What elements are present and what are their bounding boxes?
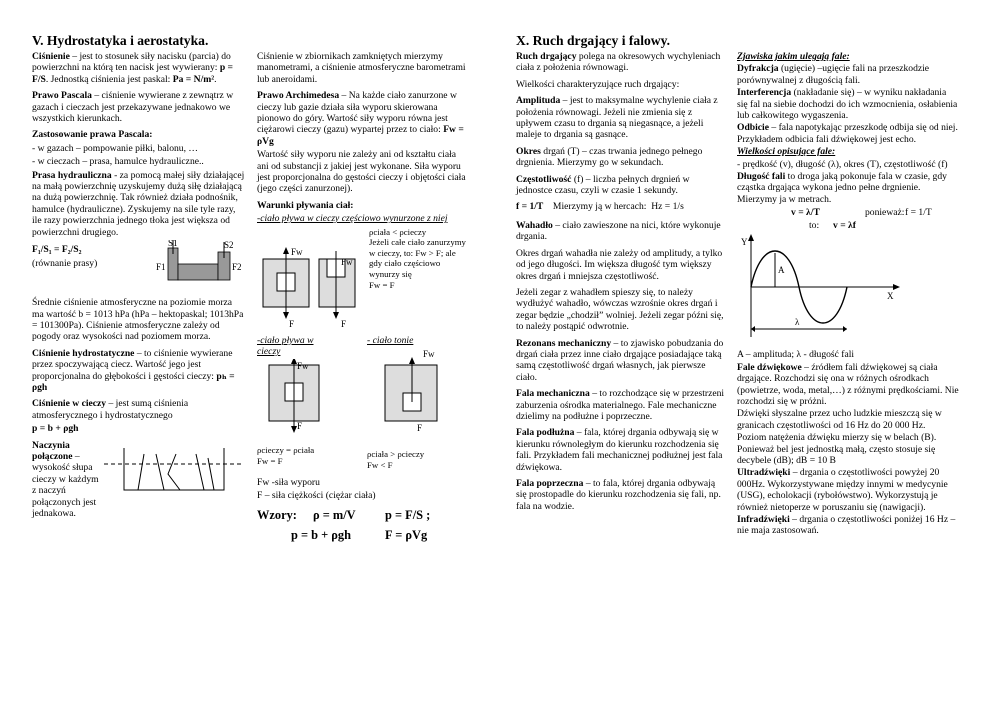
graph-x-label: X <box>887 291 894 302</box>
cond1-equal: Fw = F <box>369 279 395 290</box>
wave-graph <box>741 233 901 343</box>
v-lambda-f-formula: v = λf <box>833 220 856 232</box>
odbicie: Odbicie – fala napotykając przeszkodę odbija się od niej. Przykładem odbicia fali dźwiękowej jest echo. <box>737 122 958 145</box>
cond3-density: ρciała > ρcieczy <box>367 448 425 459</box>
legend-fw: Fw -siła wyporu <box>257 476 320 488</box>
zegar: Jeżeli zegar z wahadłem spieszy się, to należy wydłużyć wahadło, wówczas wzrośnie okres drgań i zegar będzie „chodził” wolniej. Jeżeli zegar późni się, to należy postąpić odwrotnie. <box>516 286 724 333</box>
plywa-czesciowo-label: -ciało pływa w cieczy częściowo wynurzone z niej <box>257 213 448 225</box>
svg-text:F1: F1 <box>156 262 166 273</box>
svg-text:Fw: Fw <box>291 246 303 257</box>
infradzwieki: Infradźwięki – drgania o częstotliwości poniżej 16 Hz – nie maja zastosowań. <box>737 513 956 537</box>
column-4 <box>737 51 959 538</box>
v-formula: v = λ/T <box>791 207 820 219</box>
f-formula: f = 1/T <box>516 201 544 213</box>
wzor-pressure: p = F/S ; <box>385 507 431 522</box>
ciecz-formula: p = b + ρgh <box>32 423 79 435</box>
wielkosci-fal: - prędkość (v), długość (λ), okres (T), częstotliwość (f) <box>737 158 948 170</box>
czestotliwosc: Częstotliwość (f) – liczba pełnych drgnień w jednostce czasu, czyli w czasie 1 sekundy. <box>516 173 690 197</box>
cisnienie-hydrostatyczne: Ciśnienie hydrostatyczne – to ciśnienie wywierane przez spoczywającą ciecz. Wartość jego jest proporcjonalna do głębokości i gęstości cieczy: pₕ = ρgh <box>32 347 235 393</box>
zbiorniki-zamkniete: Ciśnienie w zbiornikach zamkniętych mierzymy manometrami, a ciśnienie atmosferyczne barometrami lub aneroidami. <box>257 51 466 85</box>
pascal-law: Prawo Pascala – ciśnienie wywierane z zewnątrz w gazach i cieczach jest przekazywane jednakowo we wszystkich kierunkach. <box>32 90 234 125</box>
svg-text:F2: F2 <box>232 262 242 273</box>
prawo-archimedesa: Prawo Archimedesa – Na każde ciało zanurzone w cieczy lub gazie działa siła wyporu skierowana pionowo do góry. Wartość siły wyporu równa jest ciężarowi cieczy (gazu) wypartej przez to ciało: Fw = ρVg <box>257 90 464 147</box>
fala-podluzna: Fala podłużna – fala, której drgania odbywają się w kierunku równoległym do kierunku rozchodzenia się fali. Przykładem fali mechanicznej podłużnej jest fala dźwiękowa. <box>516 427 723 473</box>
svg-text:Fw: Fw <box>341 256 353 267</box>
column-1 <box>32 51 246 519</box>
cond-row <box>257 445 469 471</box>
cond1-density: ρciała < ρcieczy <box>369 226 427 237</box>
section-title-hydrostatyka: V. Hydrostatyka i aerostatyka. <box>32 33 209 48</box>
zastosowanie-gazy: - w gazach – pompowanie piłki, balonu, … <box>32 142 198 154</box>
floating-diagram-1 <box>261 241 361 331</box>
floating-diagrams-row2 <box>257 335 469 445</box>
svg-text:S2: S2 <box>224 240 234 251</box>
cond1-text: Jeżeli całe ciało zanurzymy w cieczy, to: Fw > F; ale gdy ciało częściowo wynurzy się <box>369 237 466 280</box>
wielkosci-fal-title: Wielkości opisujące fale: <box>737 146 836 158</box>
graph-lambda-label: λ <box>795 317 800 328</box>
fala-mechaniczna: Fala mechaniczna – to rozchodzące się w przestrzeni zaburzenia ośrodka materialnego. Fale mechaniczne dzielimy na podłużne i poprzeczne. <box>516 388 725 422</box>
warunki-plywania-title: Warunki pływania ciał: <box>257 199 354 211</box>
rezonans: Rezonans mechaniczny – to zjawisko pobudzania do drgań ciała przez inne ciało drgające posiadające taką samą częstotliwość drgań własnych, jak pierwsze ciało. <box>516 337 724 383</box>
wave-formulas: v = λ/T ponieważ: f = 1/T to: v = λf <box>791 207 932 232</box>
svg-text:Fw: Fw <box>423 348 435 359</box>
floating-diagram-3 <box>381 345 461 435</box>
svg-text:Fw: Fw <box>297 360 309 371</box>
floating-diagram-2 <box>267 359 337 441</box>
wzory-block <box>257 508 469 548</box>
wzor-density: ρ = m/V <box>313 507 356 522</box>
wahadlo: Wahadło – ciało zawieszone na nici, które wykonuje drgania. <box>516 219 721 243</box>
poziom-natezenia: Poziom natężenia dźwięku mierzy się w belach (B). Ponieważ bel jest jednostką małą, często stosuje się decybele (dB); dB = 10 B <box>737 432 937 466</box>
wielkosci-intro: Wielkości charakteryzujące ruch drgający: <box>516 78 680 90</box>
dzwieki-slyszalne: Dźwięki słyszalne przez ucho ludzkie mieszczą się w granicach częstotliwości od 16 Hz do 20 000 Hz. <box>737 408 942 431</box>
fala-poprzeczna: Fala poprzeczna – to fala, której drgania odbywają się prostopadle do kierunku rozchodzenia się fali, np. fala na wodzie. <box>516 478 721 512</box>
prasa-hydrauliczna: Prasa hydrauliczna - za pomocą małej siły działającej na małą powierzchnię uzyskujemy dużą siłę działającą na dużą powierzchnię. Tak również działa podnośnik, hamulce (hydrauliczne). Zyskujemy na sile tyle razy, ile razy powierzchnia jednego tłoka jest większa od powierzchni drugiego. <box>32 169 245 238</box>
svg-text:F: F <box>341 318 347 329</box>
section-title-ruch-drgajacy: X. Ruch drgający i falowy. <box>516 33 671 48</box>
cond1-block <box>369 227 469 291</box>
svg-text:F: F <box>417 422 423 433</box>
column-2 <box>257 51 469 548</box>
cond2-density: ρcieczy = ρciała <box>257 444 315 455</box>
svg-text:F: F <box>297 420 303 431</box>
zastosowanie-title: Zastosowanie prawa Pascala: <box>32 129 153 141</box>
ruch-drgajacy-def: Ruch drgający polega na okresowych wychyleniach ciała z położenia równowagi. <box>516 51 721 74</box>
cond2-forces: Fw = F <box>257 455 283 466</box>
frequency-formulas: f = 1/T Mierzymy ją w hercach: Hz = 1/s <box>516 201 684 213</box>
plywa-label: -ciało pływa w cieczy <box>257 334 314 358</box>
cond3-forces: Fw < F <box>367 459 393 470</box>
fale-dzwiekowe: Fale dźwiękowe – źródłem fali dźwiękowej są ciała drgające. Rozchodzi się ona w różnych ośrodkach (powietrze, woda, metal,…) z różnymi prędkościami. Nie rozchodzi się w próżni. <box>737 361 959 407</box>
svg-text:F: F <box>289 318 295 329</box>
naczynia-polaczone: Naczynia połączone – wysokość słupa cieczy w każdym z naczyń połączonych jest jednakowa. <box>32 439 99 519</box>
archimedes-formula: Fw = ρVg <box>257 124 464 147</box>
zjawiska-title: Zjawiska jakim ulegają fale: <box>737 51 850 62</box>
ultradzwieki: Ultradźwięki – drgania o częstotliwości powyżej 20 000Hz. Wykorzystywane między innymi w medycynie (USG), echolokacji (rybołówstwo). Wykorzystują je również nietoperze w poruszaniu się (nawigacji). <box>737 467 948 513</box>
column-3 <box>516 51 728 517</box>
okres-wahadla: Okres drgań wahadła nie zależy od amplitudy, a tylko od jego długości. Im większa długość tym większy okres drgań i mniejsza częstotliwość. <box>516 247 723 282</box>
naczynia-block <box>32 439 246 519</box>
dyfrakcja: Dyfrakcja (ugięcie) –ugięcie fali na przeszkodzie porównywalnej z długością fali. <box>737 63 930 86</box>
hydro-formula: pₕ = ρgh <box>32 370 235 393</box>
wzory-label: Wzory: <box>257 507 297 522</box>
prasa-block <box>32 240 246 282</box>
archimedes-note: Wartość siły wyporu nie zależy ani od kształtu ciała ani od substancji z jakiej jest wykonane. Siła wyporu jest proporcjonalna do gęstości cieczy i objętości ciała (jego części zanurzonej). <box>257 149 466 195</box>
svg-text:S1: S1 <box>168 240 178 249</box>
wzor-total-pressure: p = b + ρgh <box>291 527 352 542</box>
f-formula-2: f = 1/T <box>905 207 932 219</box>
tonie-label: - ciało tonie <box>367 334 414 346</box>
graph-y-label: Y <box>741 237 748 248</box>
wzor-buoyancy: F = ρVg <box>385 527 428 542</box>
naczynia-diagram <box>104 444 244 494</box>
interferencja: Interferencja (nakładanie się) – w wyniku nakładania się fal na siebie dochodzi do ich wzmocnienia, osłabienia lub całkowitego wygaszenia. <box>737 87 958 122</box>
cisnienie-w-cieczy: Ciśnienie w cieczy – jest sumą ciśnienia atmosferycznego i hydrostatycznego <box>32 398 189 421</box>
pressure-formula: p = F/S <box>32 62 234 85</box>
cisnienie-definition: Ciśnienie – jest to stosunek siły nacisku (parcia) do powierzchni na którą ten nacisk jest wywierany: p = F/S. Jednostką ciśnienia jest paskal: Pa = N/m². <box>32 51 234 85</box>
prasa-note: (równanie prasy) <box>32 258 98 270</box>
amplitude-legend: A – amplituda; λ - długość fali <box>737 349 855 361</box>
legend-f: F – siła ciężkości (ciężar ciała) <box>257 490 376 502</box>
dlugosc-fali: Długość fali to droga jaką pokonuje fala w czasie, gdy cząstka drgająca wykona jedno pełne drgnienie. Mierzymy ja w metrach. <box>737 171 947 205</box>
pascal-unit-formula: Pa = N/m² <box>172 73 215 85</box>
prasa-diagram <box>154 240 246 282</box>
graph-amplitude-label: A <box>778 265 785 276</box>
zastosowanie-ciecze: - w cieczach – prasa, hamulce hydrauliczne.. <box>32 156 204 168</box>
okres: Okres drgań (T) – czas trwania jednego pełnego drgnienia. Mierzymy go w sekundach. <box>516 145 703 169</box>
hz-formula: Hz = 1/s <box>651 201 684 213</box>
cisnienie-atmosferyczne: Średnie ciśnienie atmosferyczne na poziomie morza ma wartość b = 1013 hPa (hPa – hektopaskal; 1013hPa = 101300Pa). Ciśnienie atmosferyczne zależy od pogody oraz wysokości nad poziomem morza. <box>32 297 244 343</box>
prasa-formula: F₁/S₁ = F₂/S₂ <box>32 244 82 256</box>
amplituda: Amplituda – jest to maksymalne wychylenie ciała z położenia równowagi. Jeżeli nie zmienia się z upływem czasu to drgania są niegasnące, a jeżeli maleje to drgania są gasnące. <box>516 95 718 141</box>
